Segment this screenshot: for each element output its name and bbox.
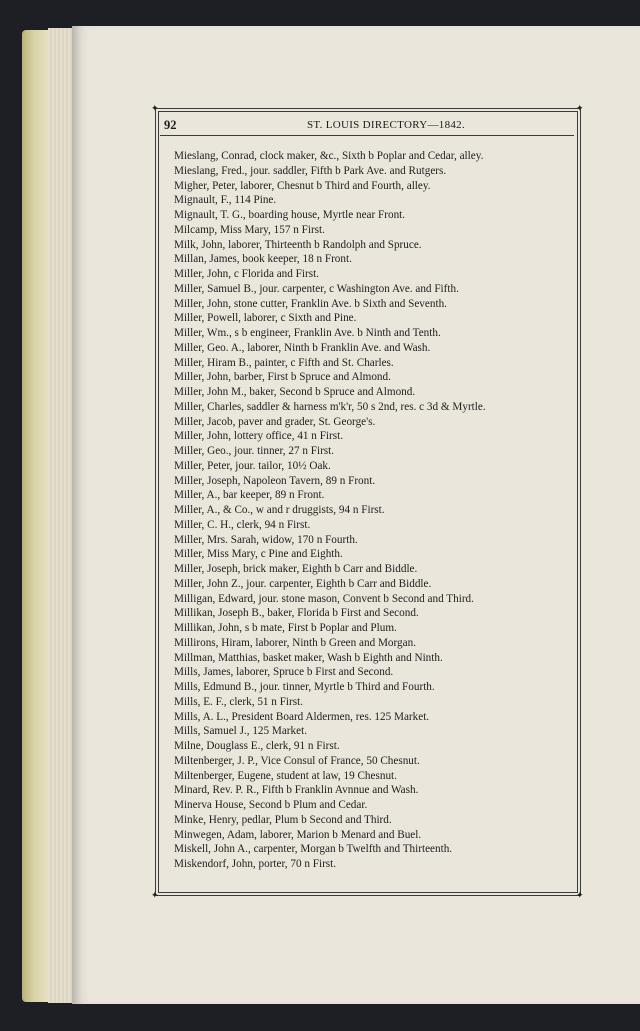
directory-entries [174, 149, 569, 872]
corner-ornament-icon: ✦ [576, 890, 584, 900]
directory-entry: Miller, A., & Co., w and r druggists, 94 n First. [174, 504, 385, 516]
page-stack [48, 28, 74, 1003]
directory-entry: Mieslang, Conrad, clock maker, &c., Sixth b Poplar and Cedar, alley. [174, 150, 484, 162]
directory-entry: Mignault, T. G., boarding house, Myrtle near Front. [174, 209, 406, 221]
directory-entry: Millirons, Hiram, laborer, Ninth b Green and Morgan. [174, 636, 416, 649]
directory-entry: Mieslang, Fred., jour. saddler, Fifth b Park Ave. and Rutgers. [174, 164, 447, 177]
directory-entry: Minerva House, Second b Plum and Cedar. [174, 799, 368, 811]
directory-entry: Milk, John, laborer, Thirteenth b Randolph and Spruce. [174, 238, 422, 251]
directory-entry: Miller, Mrs. Sarah, widow, 170 n Fourth. [174, 533, 358, 546]
directory-entry: Miltenberger, Eugene, student at law, 19 Chesnut. [174, 769, 397, 782]
directory-entry: Miller, Joseph, brick maker, Eighth b Carr and Biddle. [174, 563, 418, 575]
directory-entry: Mignault, F., 114 Pine. [174, 194, 277, 207]
directory-entry: Miller, Geo., jour. tinner, 27 n First. [174, 445, 335, 457]
directory-entry: Miller, Geo. A., laborer, Ninth b Franklin Ave. and Wash. [174, 341, 431, 354]
directory-entry: Miller, Peter, jour. tailor, 10½ Oak. [174, 459, 331, 472]
directory-entry: Miskell, John A., carpenter, Morgan b Twelfth and Thirteenth. [174, 843, 453, 856]
directory-entry: Millikan, Joseph B., baker, Florida b First and Second. [174, 607, 419, 620]
header-rule [160, 135, 574, 136]
running-title: ST. LOUIS DIRECTORY—1842. [306, 119, 466, 131]
directory-entry: Milne, Douglass E., clerk, 91 n First. [174, 740, 340, 752]
directory-entry: Miller, John, barber, First b Spruce and Almond. [174, 371, 391, 384]
directory-entry: Mills, A. L., President Board Aldermen, res. 125 Market. [174, 710, 430, 723]
corner-ornament-icon: ✦ [576, 103, 584, 113]
directory-entry: Miller, Powell, laborer, c Sixth and Pine. [174, 312, 357, 325]
directory-entry: Miller, John, stone cutter, Franklin Ave. b Sixth and Seventh. [174, 297, 447, 310]
directory-entry: Miller, Charles, saddler & harness m'k'r, 50 s 2nd, res. c 3d & Myrtle. [174, 400, 486, 413]
directory-entry: Miller, Samuel B., jour. carpenter, c Washington Ave. and Fifth. [174, 282, 459, 295]
directory-entry: Mills, E. F., clerk, 51 n First. [174, 695, 304, 708]
directory-entry: Miltenberger, J. P., Vice Consul of France, 50 Chesnut. [174, 754, 420, 767]
directory-entry: Miskendorf, John, porter, 70 n First. [174, 858, 337, 870]
directory-entry: Milligan, Edward, jour. stone mason, Convent b Second and Third. [174, 592, 474, 605]
directory-entry: Miller, Miss Mary, c Pine and Eighth. [174, 548, 343, 561]
directory-entry: Minard, Rev. P. R., Fifth b Franklin Avnnue and Wash. [174, 784, 419, 797]
directory-entry: Miller, Joseph, Napoleon Tavern, 89 n Front. [174, 474, 376, 487]
directory-entry: Miller, John, c Florida and First. [174, 268, 319, 280]
directory-entry: Miller, John Z., jour. carpenter, Eighth b Carr and Biddle. [174, 577, 432, 590]
directory-entry: Millman, Matthias, basket maker, Wash b Eighth and Ninth. [174, 651, 443, 664]
directory-entry: Millan, James, book keeper, 18 n Front. [174, 253, 352, 266]
directory-entry: Mills, Samuel J., 125 Market. [174, 725, 307, 738]
page-number: 92 [164, 118, 177, 132]
directory-entry: Miller, John, lottery office, 41 n First. [174, 430, 344, 443]
corner-ornament-icon: ✦ [151, 890, 159, 900]
directory-entry: Mills, Edmund B., jour. tinner, Myrtle b Third and Fourth. [174, 681, 435, 693]
directory-entry: Milcamp, Miss Mary, 157 n First. [174, 223, 325, 236]
directory-entry: Mills, James, laborer, Spruce b First and Second. [174, 666, 394, 679]
directory-entry: Miller, A., bar keeper, 89 n Front. [174, 489, 325, 502]
directory-entry: Minke, Henry, pedlar, Plum b Second and Third. [174, 813, 392, 826]
directory-entry: Miller, Hiram B., painter, c Fifth and St. Charles. [174, 356, 394, 369]
directory-entry: Millikan, John, s b mate, First b Poplar and Plum. [174, 622, 397, 634]
directory-entry: Minwegen, Adam, laborer, Marion b Menard and Buel. [174, 828, 422, 841]
directory-entry: Miller, C. H., clerk, 94 n First. [174, 518, 311, 531]
directory-entry: Miller, Jacob, paver and grader, St. George's. [174, 415, 376, 428]
directory-entry: Miller, Wm., s b engineer, Franklin Ave. b Ninth and Tenth. [174, 327, 441, 339]
corner-ornament-icon: ✦ [151, 103, 159, 113]
directory-entry: Migher, Peter, laborer, Chesnut b Third and Fourth, alley. [174, 179, 431, 192]
directory-entry: Miller, John M., baker, Second b Spruce and Almond. [174, 386, 416, 398]
